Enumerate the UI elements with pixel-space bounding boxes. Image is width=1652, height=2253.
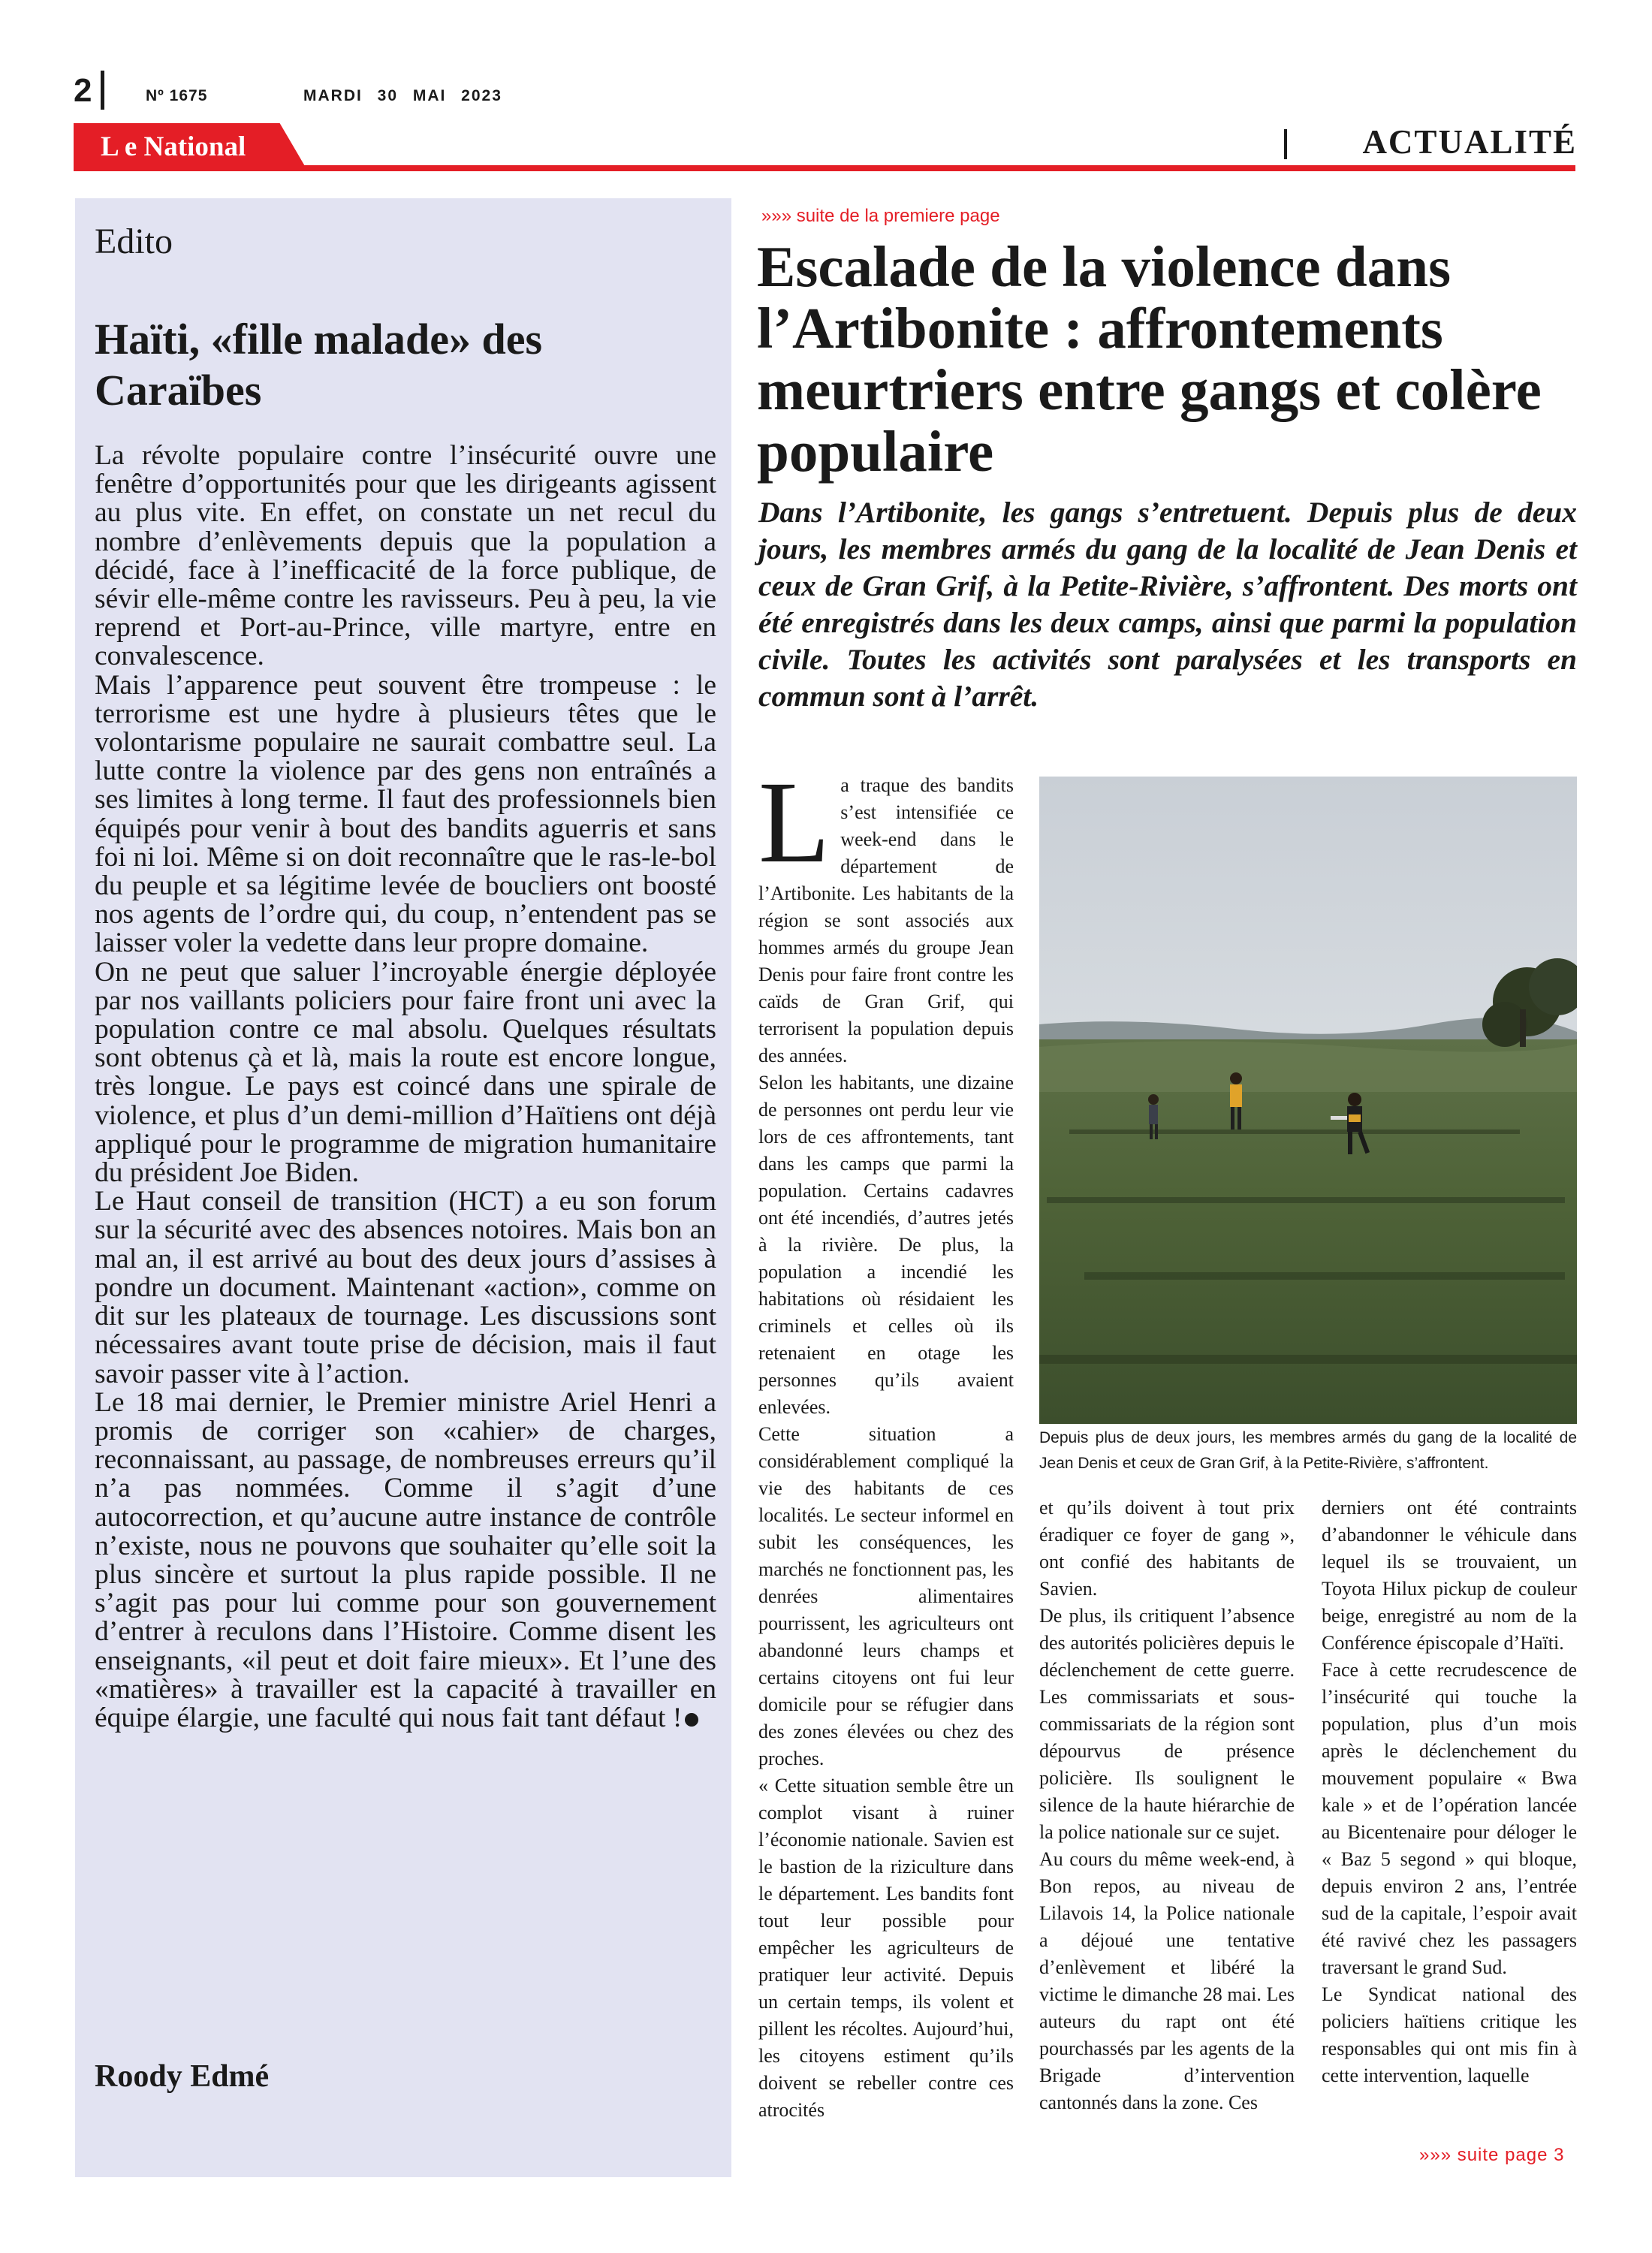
- article-paragraph-text: a traque des bandits s’est intensifiée ce week-end dans le département de l’Artibonite. Les habitants de la région se sont associés aux hommes armés du groupe Jean Denis pour faire front contre les caïds de Gran Grif, qui terrorisent la population depuis des années.: [758, 774, 1014, 1066]
- article-lede: Dans l’Artibonite, les gangs s’entretuent. Depuis plus de deux jours, les membres armés du gang de la localité de Jean Denis et ceux de Gran Grif, à la Petite-Rivière, s’affrontent. Des morts ont été enregistrés dans les deux camps, ainsi que parmi la population civile. Toutes les activités sont paralysées et les transports en commun sont à l’arrêt.: [758, 496, 1577, 713]
- section-divider: [1284, 129, 1287, 159]
- edito-body: [95, 442, 716, 1733]
- article-paragraph: Au cours du même week-end, à Bon repos, au niveau de Lilavois 14, la Police nationale a déjoué une tentative d’enlèvement et libéré la victime le dimanche 28 mai. Les auteurs du rapt ont été pourchassés par les agents de la Brigade d’intervention cantonnés dans la zone. Ces: [1039, 1848, 1295, 2113]
- article-paragraph: Le Syndicat national des policiers haïtiens critique les responsables qui ont mis fin à cette intervention, laquelle: [1322, 1983, 1577, 2086]
- edito-paragraph: On ne peut que saluer l’incroyable énergie déployée par nos vaillants policiers pour faire front uni avec la population contre ce mal absolu. Quelques résultats sont obtenus çà et là, mais la route est encore longue, très longue. Le pays est coincé dans une spirale de violence, et plus d’un demi-million d’Haïtiens ont déjà appliqué pour le programme de migration humanitaire du président Joe Biden.: [95, 956, 716, 1189]
- edito-kicker: Edito: [95, 222, 173, 261]
- edito-paragraph: Le Haut conseil de transition (HCT) a eu son forum sur la sécurité avec des absences notoires. Mais bon an mal an, il est arrivé au bout des deux jours d’assises à pondre un document. Maintenant «action», comme on dit sur les plateaux de tournage. Les discussions sont nécessaires avant toute prise de décision, mais il faut savoir passer vite à l’action.: [95, 1186, 716, 1389]
- article-column-3: [1322, 1494, 1577, 2089]
- page-number: 2: [74, 72, 92, 109]
- edito-paragraph: La révolte populaire contre l’insécurité ouvre une fenêtre d’opportunités pour que les dirigeants agissent au plus vite. En effet, on constate un net recul du nombre d’enlèvements depuis que la population a décidé, face à l’inefficacité de la force publique, de sévir elle-même contre les ravisseurs. Peu à peu, la vie reprend et Port-au-Prince, ville martyre, entre en convalescence.: [95, 440, 716, 672]
- photo-caption: Depuis plus de deux jours, les membres armés du gang de la localité de Jean Denis et ceux de Gran Grif, à la Petite-Rivière, s’affrontent.: [1039, 1429, 1577, 1472]
- section-label: ACTUALITÉ: [1362, 123, 1577, 161]
- edito-author: Roody Edmé: [95, 2059, 270, 2094]
- issue-number: Nº 1675: [146, 87, 208, 104]
- masthead-logo: L e National: [101, 131, 246, 162]
- article-paragraph: Selon les habitants, une dizaine de personnes ont perdu leur vie lors de ces affrontements, tant dans les camps que parmi la population. Certains cadavres ont été incendiés, d’autres jetés à la rivière. De plus, la population a incendié les habitations où résidaient les criminels et celles où ils retenaient en otage les personnes qu’ils avaient enlevées.: [758, 1072, 1014, 1418]
- article-paragraph: Face à cette recrudescence de l’insécurité qui touche la population, plus d’un mois après le déclenchement du mouvement populaire « Bwa kale » et de l’opération lancée au Bicentenaire pour déloger le « Baz 5 segond » qui bloque, depuis environ 2 ans, l’entrée sud de la capitale, l’espoir avait été ravivé chez les passagers traversant le grand Sud.: [1322, 1659, 1577, 1978]
- article-paragraph: derniers ont été contraints d’abandonner le véhicule dans lequel ils se trouvaient, un Toyota Hilux pickup de couleur beige, enregistré au nom de la Conférence épiscopale d’Haïti.: [1322, 1497, 1577, 1654]
- issue-date: MARDI 30 MAI 2023: [303, 87, 502, 104]
- article-paragraph: Cette situation a considérablement compliqué la vie des habitants de ces localités. Le secteur informel en subit les conséquences, les marchés ne fonctionnent pas, les denrées alimentaires pourrissent, les agriculteurs ont abandonné leurs champs et certains citoyens ont fui leur domicile pour se réfugier dans des zones élevées ou chez des proches.: [758, 1423, 1014, 1769]
- edito-paragraph: Mais l’apparence peut souvent être trompeuse : le terrorisme est une hydre à plusieurs têtes que le volontarisme populaire ne saurait combattre seul. La lutte contre la violence par des gens non entraînés a ses limites à long terme. Il faut des professionnels bien équipés pour venir à bout des bandits aguerris et sans foi ni loi. Même si on doit reconnaître que le ras-le-bol du peuple et sa légitime levée de boucliers ont boosté nos agents de l’ordre qui, du coup, n’entendent pas se laisser voler la vedette dans leur propre domaine.: [95, 669, 716, 959]
- continued-on-link[interactable]: »»» suite page 3: [1419, 2145, 1565, 2165]
- article-paragraph: « Cette situation semble être un complot visant à ruiner l’économie nationale. Savien est le bastion de la riziculture dans le département. Les bandits font tout leur possible pour empêcher les agriculteurs de pratiquer leur activité. Depuis un certain temps, ils volent et pillent les récoltes. Aujourd’hui, les citoyens estiment qu’ils doivent se rebeller contre ces atrocités: [758, 1775, 1014, 2121]
- edito-title: Haïti, «fille malade» des Caraïbes: [95, 315, 543, 415]
- field-scene-image: [1039, 777, 1577, 1424]
- article-paragraph: [758, 757, 1014, 1069]
- article-column-2: [1039, 1494, 1295, 2116]
- page-number-divider: [101, 71, 104, 110]
- article-column-1: [758, 757, 1014, 2124]
- continued-from-label: »»» suite de la premiere page: [761, 206, 1000, 226]
- article-paragraph: De plus, ils critiquent l’absence des autorités policières depuis le déclenchement de cette guerre. Les commissariats et sous-commissariats de la région sont dépourvus de présence policière. Ils soulignent le silence de la haute hiérarchie de la police nationale sur ce sujet.: [1039, 1605, 1295, 1843]
- article-headline: Escalade de la violence dans l’Artibonite : affrontements meurtriers entre gangs et colère populaire: [757, 234, 1542, 484]
- header-rule: [74, 165, 1575, 171]
- article-photo: [1039, 777, 1577, 1424]
- end-of-article-icon: [685, 1713, 698, 1727]
- edito-paragraph-last: [95, 1386, 716, 1733]
- article-paragraph: et qu’ils doivent à tout prix éradiquer ce foyer de gang », ont confié des habitants de Savien.: [1039, 1497, 1295, 1600]
- edito-paragraph-text: Le 18 mai dernier, le Premier ministre Ariel Henri a promis de corriger son «cahier» de charges, reconnaissant, au passage, de nombreuses erreurs qu’il n’a pas nommées. Comme il s’agit d’une autocorrection, et qu’aucune autre instance de contrôle n’existe, nous ne pouvons que souhaiter qu’elle soit la plus sincère et surtout la plus rapide possible. Il ne s’agit pas pour lui comme pour son gouvernement d’entrer à reculons dans l’Histoire. Comme disent les enseignants, «il peut et doit faire mieux». Et l’une des «matières» à travailler est la capacité à travailler en équipe élargie, une faculté qui nous fait tant défaut !: [95, 1386, 716, 1733]
- drop-cap: L: [758, 757, 831, 887]
